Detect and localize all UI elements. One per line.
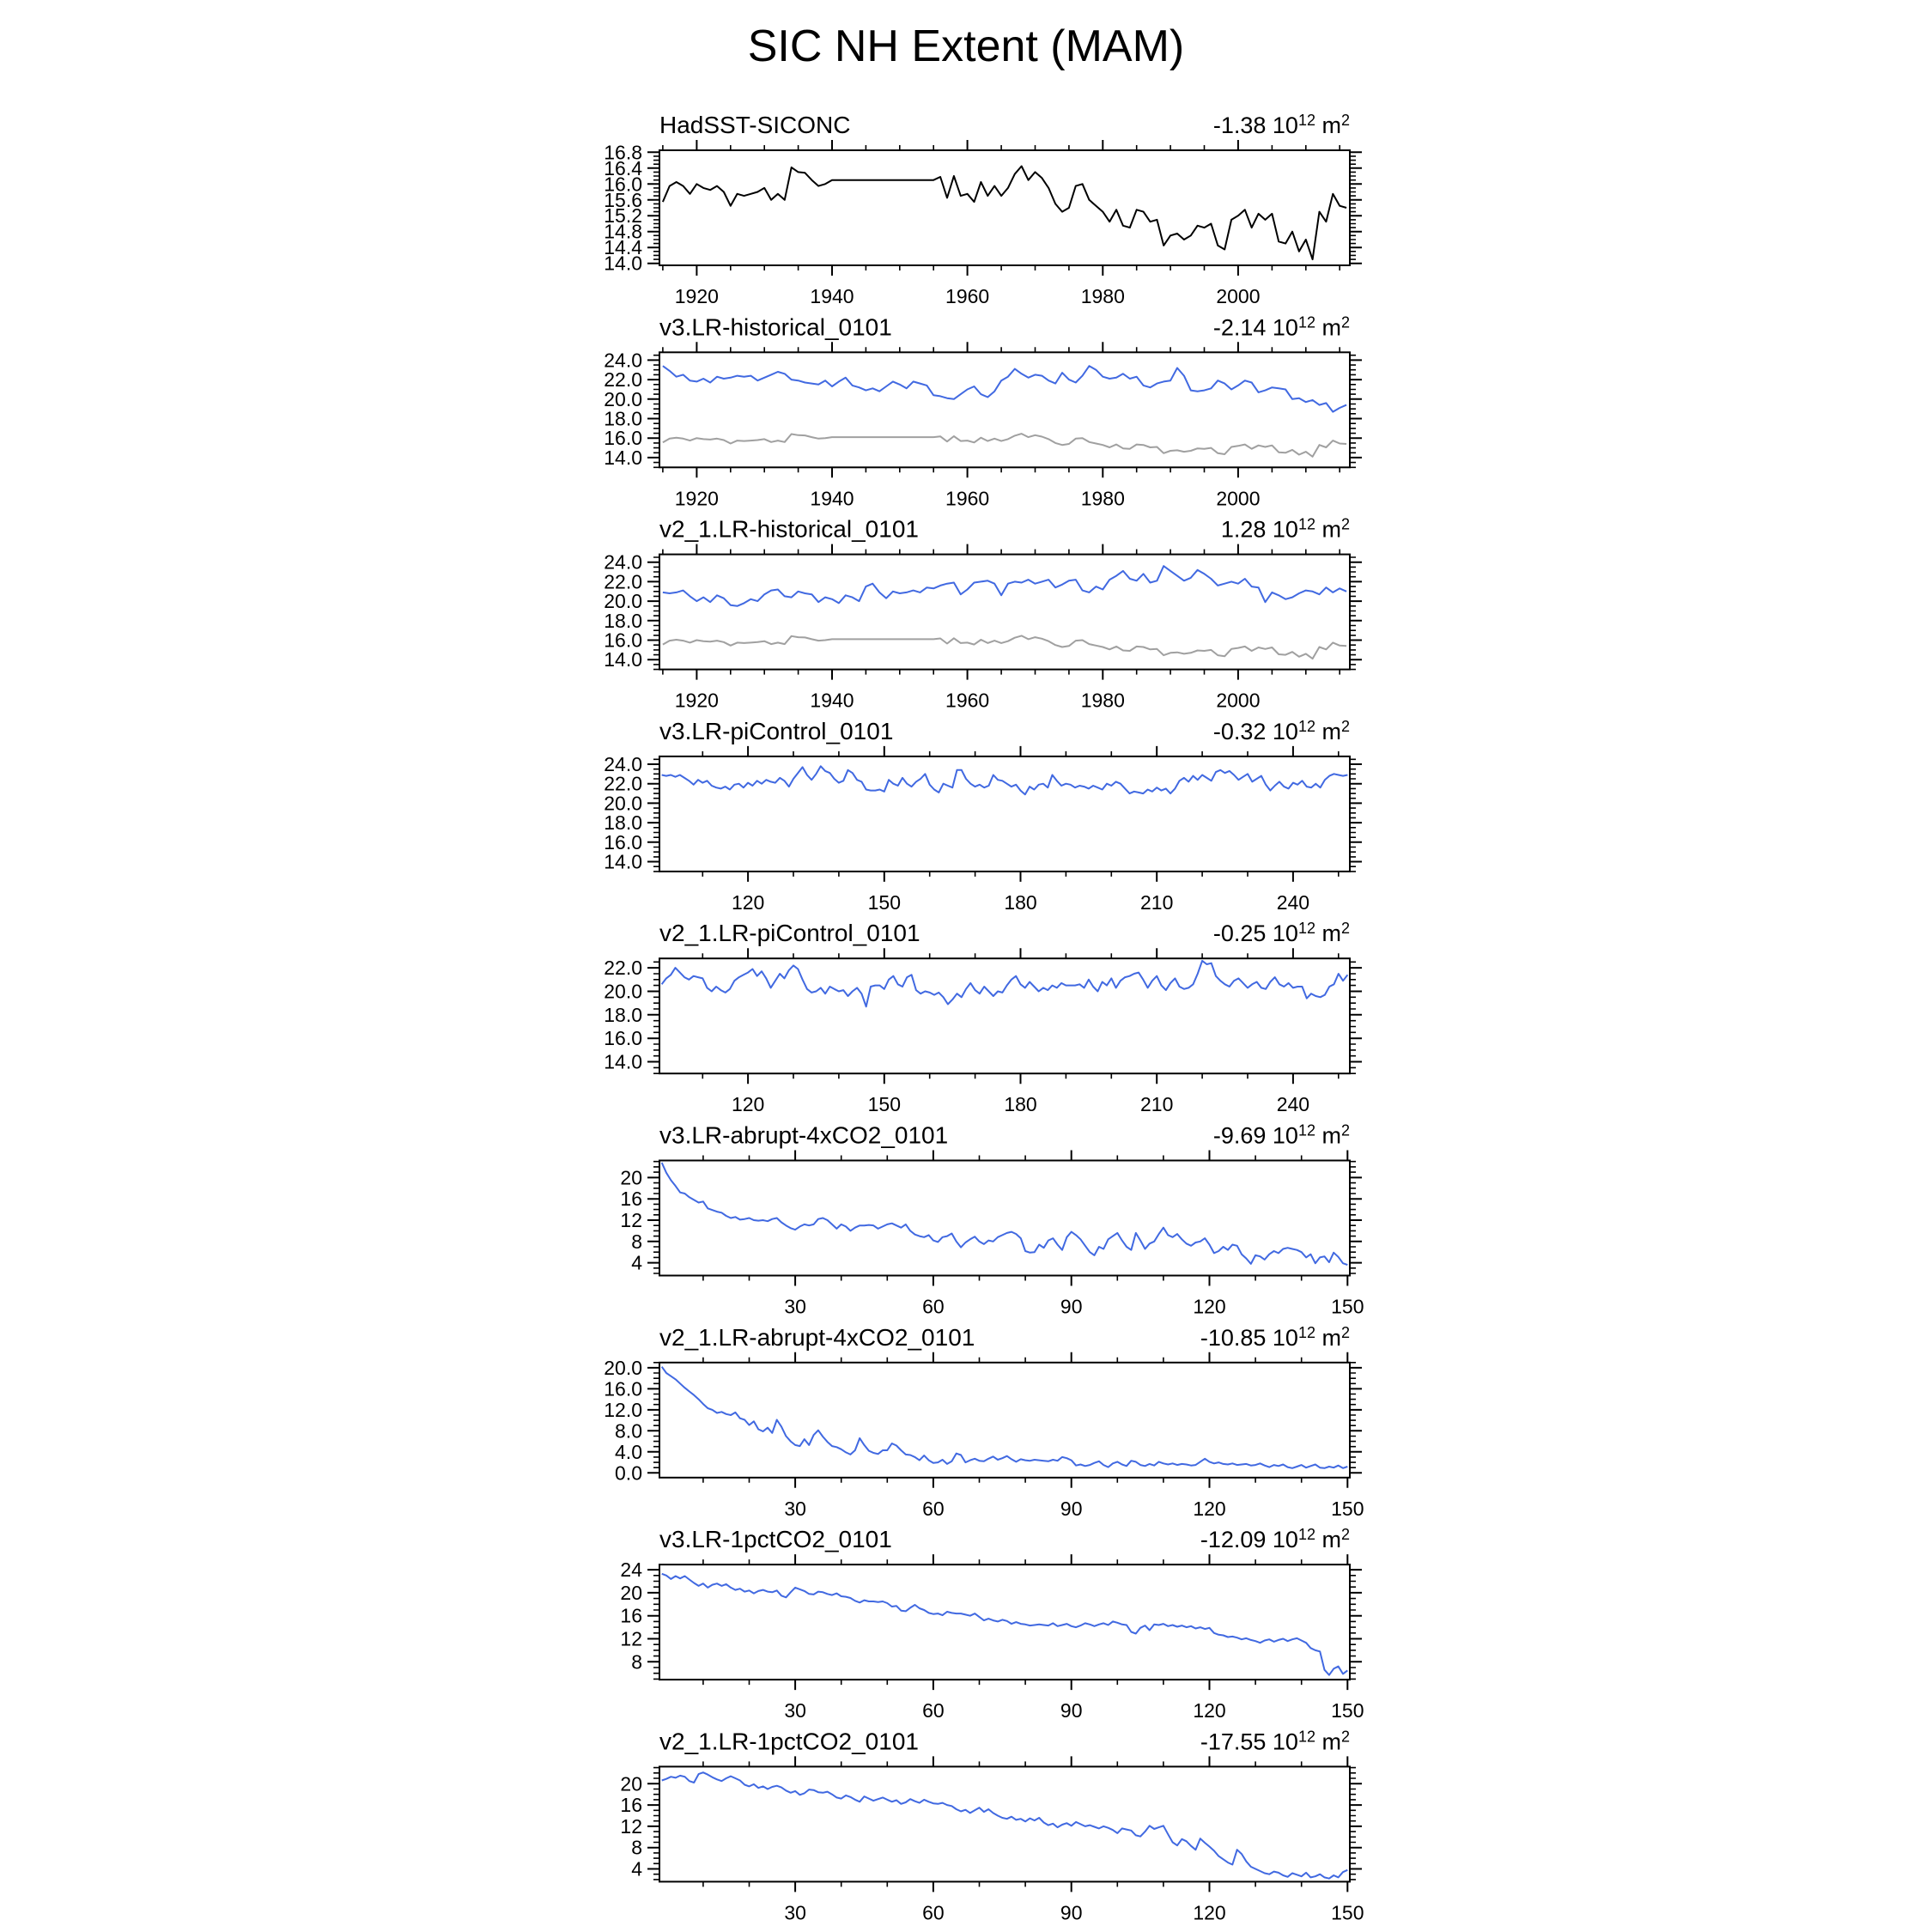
x-tick-label: 240 (1276, 890, 1310, 914)
x-tick-label: 90 (1060, 1699, 1083, 1722)
y-tick-label: 20.0 (604, 792, 642, 815)
x-tick-label: 90 (1060, 1295, 1083, 1318)
minor-ticks (653, 550, 1356, 675)
major-ticks (647, 746, 1362, 882)
x-tick-label: 1980 (1080, 285, 1125, 307)
unit-suffix: m (1315, 1527, 1341, 1553)
y-tick-label: 4.0 (615, 1440, 642, 1463)
y-tick-label: 24.0 (604, 349, 642, 372)
y-tick-label: 20 (620, 1166, 642, 1189)
panel-v2_1.LR-abrupt-4xCO2_0101 (604, 1324, 1364, 1520)
x-tick-label: 1960 (945, 487, 990, 510)
trend-coefficient: -0.25 10 (1212, 920, 1298, 947)
x-tick-label: 150 (1331, 1497, 1364, 1520)
panel-v3.LR-piControl_0101 (604, 718, 1362, 914)
trend-coefficient: -0.32 10 (1212, 718, 1298, 744)
unit-exponent: 12 (1297, 313, 1315, 331)
plot-frame (659, 1564, 1350, 1680)
unit-suffix-exponent: 2 (1340, 515, 1350, 533)
unit-exponent: 12 (1297, 920, 1315, 938)
unit-suffix-exponent: 2 (1340, 1121, 1350, 1139)
data-line-v3.LR-historical_0101 (663, 366, 1346, 411)
panel-title: v3.LR-1pctCO2_0101 (659, 1526, 892, 1553)
data-line-HadSST-SICONC (663, 434, 1346, 457)
y-tick-label: 16 (620, 1794, 642, 1817)
y-tick-label: 16.8 (604, 141, 642, 164)
y-tick-label: 8 (631, 1650, 642, 1674)
figure-title: SIC NH Extent (MAM) (747, 21, 1185, 71)
y-tick-label: 22.0 (604, 957, 642, 980)
x-tick-label: 120 (731, 890, 765, 914)
x-tick-label: 180 (1004, 890, 1037, 914)
x-tick-label: 60 (922, 1901, 945, 1924)
y-tick-label: 12 (620, 1627, 642, 1650)
trend-label (1213, 920, 1350, 946)
x-tick-label: 180 (1004, 1093, 1037, 1116)
y-tick-label: 16.4 (604, 156, 642, 179)
y-tick-label: 22.0 (604, 772, 642, 795)
y-tick-label: 16.0 (604, 629, 642, 652)
x-tick-label: 210 (1140, 1093, 1174, 1116)
unit-suffix: m (1315, 718, 1341, 744)
panel-title: v2_1.LR-historical_0101 (659, 515, 919, 543)
x-tick-label: 150 (1331, 1901, 1364, 1924)
panel-v3.LR-1pctCO2_0101 (620, 1526, 1364, 1722)
y-tick-label: 16.0 (604, 427, 642, 450)
major-ticks (647, 1554, 1362, 1690)
plot-frame (659, 958, 1350, 1073)
x-tick-label: 1920 (674, 689, 719, 712)
y-tick-label: 22.0 (604, 570, 642, 593)
y-tick-label: 14.0 (604, 446, 642, 469)
unit-exponent: 12 (1297, 1526, 1315, 1544)
data-line-v3.LR-piControl_0101 (662, 766, 1348, 794)
data-line-v2_1.LR-historical_0101 (663, 566, 1346, 606)
x-tick-label: 150 (867, 1093, 902, 1116)
trend-label (1213, 718, 1350, 744)
y-tick-label: 20 (620, 1581, 642, 1604)
y-tick-label: 18.0 (604, 1003, 642, 1026)
x-tick-label: 120 (731, 1093, 765, 1116)
y-tick-label: 12.0 (604, 1398, 642, 1421)
y-tick-label: 14.0 (604, 1050, 642, 1073)
minor-ticks (653, 145, 1356, 270)
x-tick-label: 90 (1060, 1497, 1083, 1520)
panel-title: v2_1.LR-1pctCO2_0101 (659, 1728, 919, 1755)
data-line-v2_1.LR-abrupt-4xCO2_0101 (662, 1367, 1348, 1468)
unit-suffix: m (1315, 920, 1341, 947)
panel-title: v2_1.LR-abrupt-4xCO2_0101 (659, 1323, 975, 1351)
y-tick-label: 18.0 (604, 811, 642, 835)
trend-coefficient: -10.85 10 (1200, 1324, 1298, 1351)
data-line-HadSST-SICONC (663, 167, 1346, 260)
plot-frame (659, 756, 1350, 872)
x-tick-label: 120 (1193, 1699, 1226, 1722)
y-tick-label: 14.0 (604, 648, 642, 671)
x-tick-label: 210 (1140, 890, 1174, 914)
trend-label (1221, 516, 1350, 543)
data-line-HadSST-SICONC (663, 635, 1346, 659)
unit-exponent: 12 (1297, 1323, 1315, 1341)
major-ticks (647, 342, 1362, 477)
panel-title: v3.LR-piControl_0101 (659, 717, 894, 744)
x-tick-label: 1960 (945, 285, 990, 307)
unit-suffix-exponent: 2 (1340, 1526, 1350, 1544)
x-tick-label: 1960 (945, 689, 990, 712)
major-ticks (647, 948, 1362, 1084)
unit-suffix: m (1315, 314, 1341, 341)
x-tick-label: 150 (1331, 1295, 1364, 1318)
y-tick-label: 20.0 (604, 1356, 642, 1379)
x-tick-label: 120 (1193, 1901, 1226, 1924)
major-ticks (647, 1756, 1362, 1892)
panel-v2_1.LR-historical_0101 (604, 516, 1362, 712)
x-tick-label: 1980 (1080, 689, 1125, 712)
y-tick-label: 8 (631, 1230, 642, 1253)
minor-ticks (653, 1358, 1356, 1483)
y-tick-label: 18.0 (604, 407, 642, 430)
x-tick-label: 30 (784, 1497, 806, 1520)
data-line-v2_1.LR-piControl_0101 (662, 961, 1348, 1006)
x-tick-label: 1920 (674, 285, 719, 307)
x-tick-label: 90 (1060, 1901, 1083, 1924)
unit-suffix-exponent: 2 (1340, 1728, 1350, 1746)
y-tick-label: 16.0 (604, 830, 642, 854)
unit-suffix-exponent: 2 (1340, 112, 1350, 129)
y-tick-label: 16.0 (604, 1377, 642, 1400)
x-tick-label: 60 (922, 1699, 945, 1722)
plot-frame (659, 555, 1350, 670)
y-tick-label: 24.0 (604, 550, 642, 574)
panel-title: v2_1.LR-piControl_0101 (659, 920, 920, 947)
minor-ticks (653, 1761, 1356, 1886)
x-tick-label: 2000 (1216, 487, 1261, 510)
unit-suffix: m (1315, 1728, 1341, 1755)
minor-ticks (653, 347, 1356, 472)
unit-suffix: m (1315, 516, 1341, 543)
y-tick-label: 4 (631, 1251, 642, 1274)
unit-exponent: 12 (1297, 1728, 1315, 1746)
y-tick-label: 0.0 (615, 1461, 642, 1485)
unit-suffix: m (1315, 1324, 1341, 1351)
major-ticks (647, 1352, 1362, 1488)
panel-v3.LR-historical_0101 (604, 313, 1362, 509)
panel-v2_1.LR-1pctCO2_0101 (620, 1728, 1364, 1923)
y-tick-label: 15.2 (604, 204, 642, 228)
y-tick-label: 20 (620, 1772, 642, 1795)
panel-v3.LR-abrupt-4xCO2_0101 (620, 1122, 1364, 1318)
minor-ticks (653, 953, 1356, 1078)
trend-coefficient: 1.28 10 (1220, 516, 1298, 543)
x-tick-label: 1940 (810, 487, 854, 510)
unit-exponent: 12 (1297, 112, 1315, 129)
panel-title: HadSST-SICONC (659, 112, 851, 138)
minor-ticks (653, 751, 1356, 877)
trend-coefficient: -12.09 10 (1200, 1527, 1298, 1553)
panel-HadSST-SICONC (604, 112, 1362, 307)
y-tick-label: 16 (620, 1604, 642, 1627)
x-tick-label: 120 (1193, 1497, 1226, 1520)
trend-coefficient: -2.14 10 (1212, 314, 1298, 341)
plot-frame (659, 1363, 1350, 1478)
unit-exponent: 12 (1297, 717, 1315, 735)
trend-label (1213, 112, 1350, 138)
x-tick-label: 30 (784, 1699, 806, 1722)
trend-label (1200, 1728, 1350, 1754)
plot-frame (659, 1766, 1350, 1881)
y-tick-label: 8 (631, 1836, 642, 1859)
y-tick-label: 22.0 (604, 368, 642, 392)
trend-coefficient: -17.55 10 (1200, 1728, 1298, 1755)
y-tick-label: 4 (631, 1857, 642, 1880)
major-ticks (647, 544, 1362, 680)
x-tick-label: 1920 (674, 487, 719, 510)
plot-frame (659, 352, 1350, 467)
major-ticks (647, 140, 1362, 276)
x-tick-label: 120 (1193, 1295, 1226, 1318)
plot-frame (659, 150, 1350, 265)
data-line-v3.LR-abrupt-4xCO2_0101 (662, 1163, 1348, 1265)
y-tick-label: 16 (620, 1188, 642, 1211)
trend-coefficient: -1.38 10 (1212, 112, 1298, 138)
minor-ticks (653, 1559, 1356, 1685)
trend-coefficient: -9.69 10 (1212, 1122, 1298, 1149)
x-tick-label: 30 (784, 1295, 806, 1318)
y-tick-label: 12 (620, 1208, 642, 1231)
y-tick-label: 18.0 (604, 609, 642, 632)
x-tick-label: 30 (784, 1901, 806, 1924)
unit-exponent: 12 (1297, 1121, 1315, 1139)
minor-ticks (653, 1156, 1356, 1281)
unit-suffix-exponent: 2 (1340, 1323, 1350, 1341)
major-ticks (647, 1151, 1362, 1286)
x-tick-label: 1940 (810, 285, 854, 307)
trend-label (1200, 1324, 1350, 1351)
y-tick-label: 20.0 (604, 980, 642, 1003)
x-tick-label: 1940 (810, 689, 854, 712)
y-tick-label: 16.0 (604, 173, 642, 196)
y-tick-label: 14.8 (604, 220, 642, 243)
data-line-v3.LR-1pctCO2_0101 (662, 1574, 1348, 1675)
y-tick-label: 16.0 (604, 1027, 642, 1050)
panel-v2_1.LR-piControl_0101 (604, 920, 1362, 1115)
x-tick-label: 2000 (1216, 689, 1261, 712)
unit-suffix: m (1315, 1122, 1341, 1149)
x-tick-label: 2000 (1216, 285, 1261, 307)
x-tick-label: 240 (1276, 1093, 1310, 1116)
x-tick-label: 150 (1331, 1699, 1364, 1722)
panel-title: v3.LR-historical_0101 (659, 313, 892, 341)
x-tick-label: 60 (922, 1295, 945, 1318)
y-tick-label: 20.0 (604, 590, 642, 613)
x-tick-label: 150 (867, 890, 902, 914)
trend-label (1213, 1122, 1350, 1149)
y-tick-label: 14.4 (604, 236, 642, 259)
unit-suffix-exponent: 2 (1340, 313, 1350, 331)
trend-label (1213, 313, 1350, 340)
y-tick-label: 24.0 (604, 752, 642, 775)
data-line-v2_1.LR-1pctCO2_0101 (662, 1772, 1348, 1879)
y-tick-label: 12 (620, 1814, 642, 1838)
y-tick-label: 24 (620, 1558, 642, 1582)
y-tick-label: 20.0 (604, 387, 642, 410)
y-tick-label: 15.6 (604, 188, 642, 211)
y-tick-label: 14.0 (604, 850, 642, 873)
panel-title: v3.LR-abrupt-4xCO2_0101 (659, 1121, 949, 1149)
y-tick-label: 14.0 (604, 252, 642, 275)
trend-label (1200, 1526, 1350, 1552)
x-tick-label: 60 (922, 1497, 945, 1520)
y-tick-label: 8.0 (615, 1419, 642, 1443)
unit-exponent: 12 (1297, 515, 1315, 533)
unit-suffix-exponent: 2 (1340, 717, 1350, 735)
unit-suffix: m (1315, 112, 1341, 138)
unit-suffix-exponent: 2 (1340, 920, 1350, 938)
x-tick-label: 1980 (1080, 487, 1125, 510)
